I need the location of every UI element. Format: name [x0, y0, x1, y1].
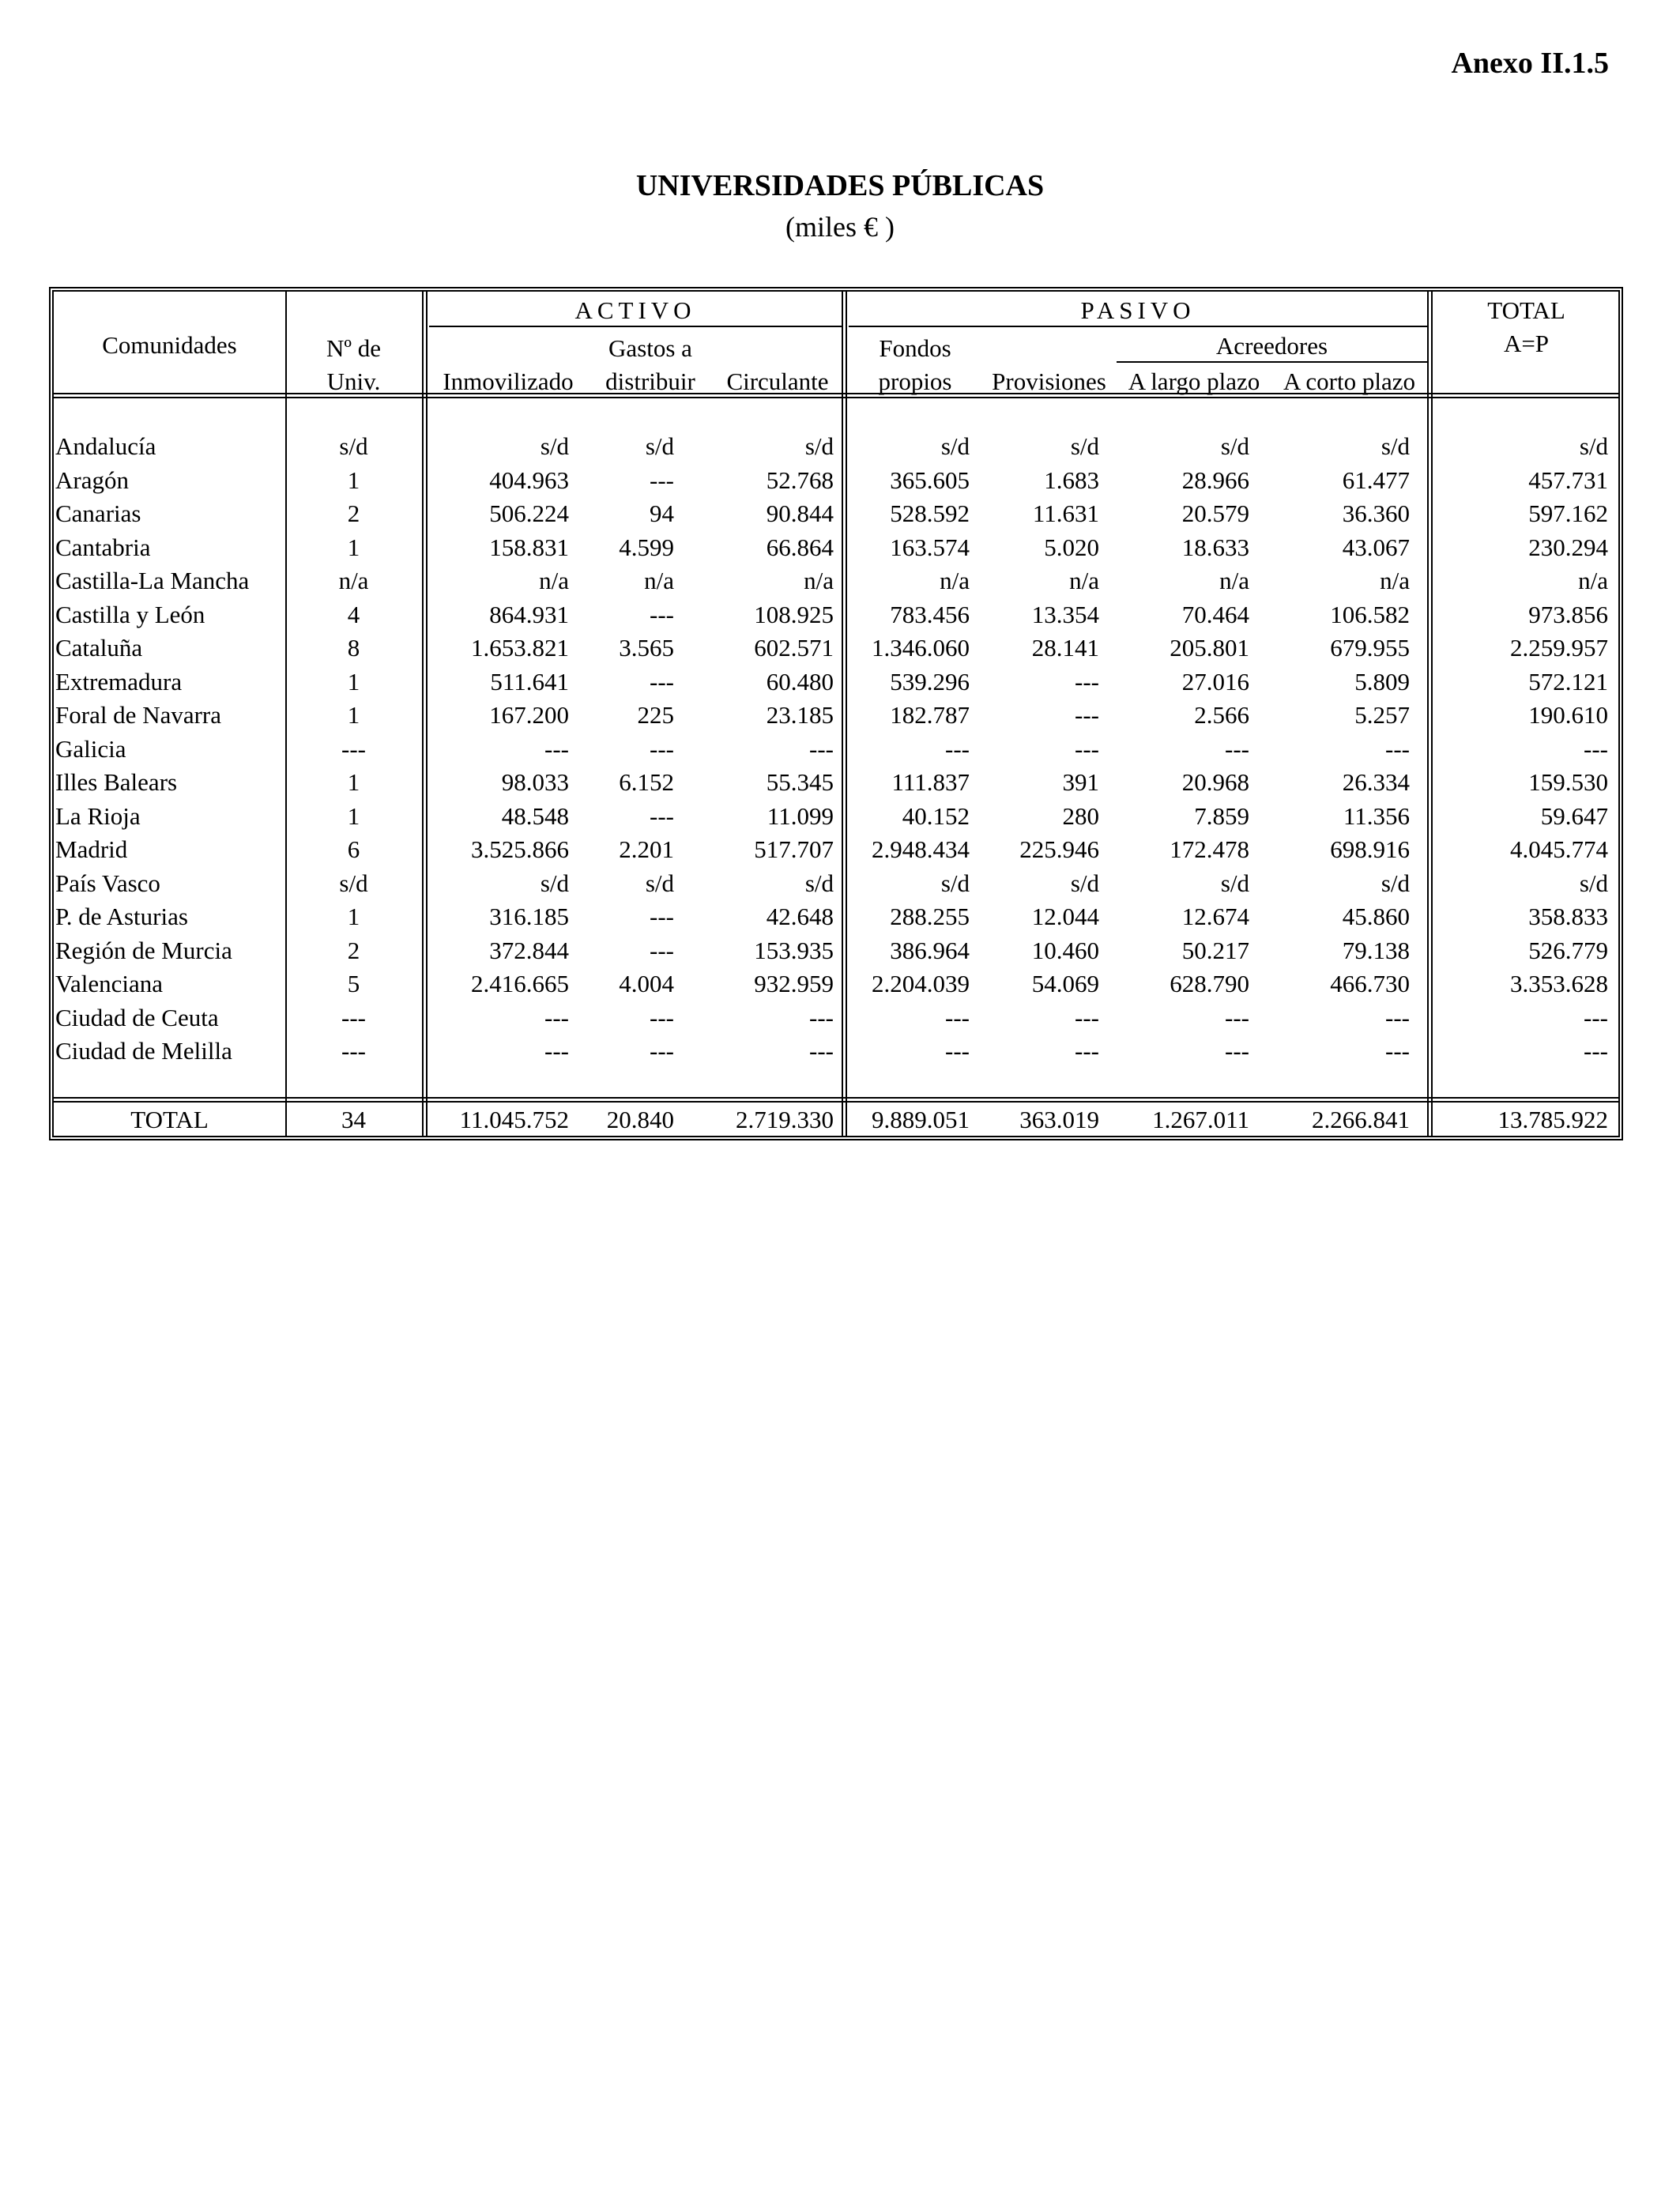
- cell-comunidad: Cantabria: [55, 533, 151, 561]
- cell-total: ---: [1584, 1037, 1608, 1065]
- cell-inmovilizado: 48.548: [501, 801, 569, 830]
- balance-table: [49, 287, 1623, 1140]
- cell-circulante: 60.480: [766, 667, 834, 696]
- cell-comunidad: Castilla-La Mancha: [55, 567, 250, 594]
- header-comunidades: Comunidades: [102, 331, 237, 359]
- cell-largo-plazo: 20.579: [1181, 499, 1249, 527]
- cell-comunidad: Valenciana: [55, 970, 163, 997]
- total-divider: [54, 1097, 1618, 1103]
- cell-total: n/a: [1578, 567, 1608, 594]
- table-row: [54, 632, 1618, 665]
- cell-comunidad: Andalucía: [55, 432, 156, 460]
- cell-corto-plazo: 61.477: [1342, 466, 1410, 494]
- cell-circulante: 108.925: [754, 600, 834, 628]
- table-row: [54, 498, 1618, 531]
- table-row: [54, 935, 1618, 968]
- cell-provisiones: 225.946: [1019, 835, 1099, 863]
- cell-gastos: ---: [650, 734, 674, 763]
- cell-n-univ: 8: [347, 634, 360, 662]
- cell-largo-plazo: n/a: [1219, 567, 1249, 594]
- cell-fondos: 40.152: [902, 801, 970, 830]
- cell-circulante: 90.844: [766, 499, 834, 527]
- cell-provisiones: ---: [1075, 701, 1099, 729]
- cell-gastos: s/d: [645, 869, 674, 897]
- cell-gastos: 4.004: [619, 970, 674, 997]
- cell-gastos: 4.599: [619, 533, 674, 561]
- cell-circulante: ---: [809, 1003, 834, 1031]
- table-row: [54, 532, 1618, 565]
- total-corto: 2.266.841: [1312, 1106, 1410, 1133]
- cell-total: 59.647: [1540, 801, 1608, 830]
- cell-corto-plazo: 106.582: [1330, 600, 1410, 628]
- cell-comunidad: Región de Murcia: [55, 936, 232, 964]
- cell-largo-plazo: 205.801: [1170, 634, 1249, 662]
- cell-fondos: s/d: [940, 869, 970, 897]
- cell-n-univ: ---: [341, 1003, 366, 1031]
- cell-inmovilizado: 158.831: [489, 533, 569, 561]
- cell-fondos: n/a: [940, 567, 970, 594]
- cell-inmovilizado: ---: [544, 1037, 569, 1065]
- cell-gastos: ---: [650, 936, 674, 964]
- cell-comunidad: País Vasco: [55, 869, 160, 897]
- cell-provisiones: 280: [1062, 801, 1099, 830]
- cell-fondos: ---: [945, 734, 970, 763]
- cell-circulante: 52.768: [766, 466, 834, 494]
- cell-total: s/d: [1579, 432, 1608, 460]
- cell-gastos: 94: [650, 499, 674, 527]
- header-fondos-1: Fondos: [879, 334, 951, 362]
- cell-provisiones: 13.354: [1031, 600, 1099, 628]
- cell-total: 572.121: [1528, 667, 1608, 696]
- cell-fondos: s/d: [940, 432, 970, 460]
- cell-largo-plazo: ---: [1225, 1037, 1249, 1065]
- table-row: [54, 868, 1618, 901]
- cell-circulante: 66.864: [766, 533, 834, 561]
- cell-corto-plazo: 698.916: [1330, 835, 1410, 863]
- cell-largo-plazo: 172.478: [1170, 835, 1249, 863]
- cell-gastos: 225: [637, 701, 674, 729]
- cell-provisiones: 5.020: [1044, 533, 1099, 561]
- cell-corto-plazo: 679.955: [1330, 634, 1410, 662]
- total-univ: 34: [341, 1106, 366, 1133]
- table-row: [54, 968, 1618, 1001]
- header-acreedores: Acreedores: [1215, 332, 1328, 360]
- cell-fondos: 528.592: [890, 499, 970, 527]
- cell-provisiones: s/d: [1070, 869, 1099, 897]
- cell-fondos: 386.964: [890, 936, 970, 964]
- cell-total: 973.856: [1528, 600, 1608, 628]
- header-fondos-2: propios: [878, 368, 952, 395]
- cell-total: 4.045.774: [1510, 835, 1608, 863]
- cell-total: 190.610: [1528, 701, 1608, 729]
- total-label: TOTAL: [130, 1106, 209, 1133]
- cell-fondos: ---: [945, 1003, 970, 1031]
- cell-inmovilizado: 511.641: [490, 667, 569, 696]
- cell-comunidad: Extremadura: [55, 667, 183, 696]
- total-provisiones: 363.019: [1019, 1106, 1099, 1133]
- cell-n-univ: 1: [347, 768, 360, 796]
- cell-provisiones: ---: [1075, 1003, 1099, 1031]
- cell-total: ---: [1584, 734, 1608, 763]
- cell-provisiones: ---: [1075, 1037, 1099, 1065]
- cell-largo-plazo: 2.566: [1194, 701, 1249, 729]
- cell-comunidad: Castilla y León: [55, 600, 205, 628]
- cell-corto-plazo: s/d: [1381, 432, 1410, 460]
- cell-circulante: n/a: [804, 567, 834, 594]
- cell-n-univ: 4: [347, 600, 360, 628]
- table-row: [54, 699, 1618, 733]
- cell-gastos: ---: [650, 667, 674, 696]
- cell-provisiones: s/d: [1070, 432, 1099, 460]
- cell-comunidad: Cataluña: [55, 634, 143, 662]
- cell-corto-plazo: 26.334: [1342, 768, 1410, 796]
- cell-largo-plazo: 28.966: [1181, 466, 1249, 494]
- cell-n-univ: 2: [347, 499, 360, 527]
- cell-largo-plazo: s/d: [1220, 869, 1249, 897]
- cell-fondos: 288.255: [890, 903, 970, 930]
- cell-total: s/d: [1579, 869, 1608, 897]
- header-inmovilizado: Inmovilizado: [443, 368, 574, 395]
- cell-inmovilizado: 2.416.665: [471, 970, 569, 997]
- cell-corto-plazo: 79.138: [1342, 936, 1410, 964]
- table-row: [54, 599, 1618, 632]
- header-n-univ-2: Univ.: [326, 368, 381, 395]
- cell-n-univ: 6: [347, 835, 360, 863]
- cell-gastos: 2.201: [619, 835, 674, 863]
- cell-inmovilizado: 167.200: [489, 701, 569, 729]
- cell-comunidad: Madrid: [55, 835, 128, 863]
- table-row: [54, 666, 1618, 699]
- cell-comunidad: Galicia: [55, 734, 126, 763]
- cell-circulante: 42.648: [766, 903, 834, 930]
- cell-inmovilizado: 1.653.821: [471, 634, 569, 662]
- cell-circulante: 932.959: [754, 970, 834, 997]
- cell-fondos: 111.837: [891, 768, 970, 796]
- total-row: [54, 1104, 1618, 1137]
- cell-largo-plazo: 27.016: [1181, 667, 1249, 696]
- cell-inmovilizado: 506.224: [489, 499, 569, 527]
- cell-n-univ: 1: [347, 667, 360, 696]
- header-n-univ-1: Nº de: [326, 334, 381, 362]
- header-gastos-2: distribuir: [605, 368, 695, 395]
- cell-largo-plazo: 12.674: [1181, 903, 1249, 930]
- cell-total: 159.530: [1528, 768, 1608, 796]
- cell-inmovilizado: 3.525.866: [471, 835, 569, 863]
- cell-circulante: ---: [809, 734, 834, 763]
- cell-largo-plazo: ---: [1225, 1003, 1249, 1031]
- cell-n-univ: s/d: [339, 432, 368, 460]
- cell-corto-plazo: 5.257: [1354, 701, 1410, 729]
- cell-inmovilizado: n/a: [539, 567, 569, 594]
- header-total-2: A=P: [1503, 330, 1550, 357]
- cell-comunidad: Illes Balears: [55, 768, 178, 796]
- cell-n-univ: 2: [347, 936, 360, 964]
- cell-fondos: 2.204.039: [872, 970, 970, 997]
- cell-largo-plazo: 628.790: [1170, 970, 1249, 997]
- cell-circulante: 55.345: [766, 768, 834, 796]
- cell-provisiones: 11.631: [1032, 499, 1099, 527]
- cell-corto-plazo: s/d: [1381, 869, 1410, 897]
- cell-comunidad: P. de Asturias: [55, 903, 188, 930]
- header-corto-plazo: A corto plazo: [1283, 368, 1415, 395]
- cell-n-univ: 1: [347, 701, 360, 729]
- cell-n-univ: 1: [347, 903, 360, 930]
- cell-inmovilizado: 98.033: [501, 768, 569, 796]
- cell-comunidad: Ciudad de Ceuta: [55, 1003, 219, 1031]
- cell-gastos: ---: [650, 466, 674, 494]
- cell-circulante: 602.571: [754, 634, 834, 662]
- cell-corto-plazo: 11.356: [1343, 801, 1410, 830]
- cell-gastos: ---: [650, 903, 674, 930]
- total-fondos: 9.889.051: [872, 1106, 970, 1133]
- table-row: [54, 565, 1618, 598]
- header-pasivo: PASIVO: [1080, 296, 1196, 324]
- cell-provisiones: ---: [1075, 667, 1099, 696]
- cell-fondos: 163.574: [890, 533, 970, 561]
- cell-n-univ: ---: [341, 1037, 366, 1065]
- cell-fondos: ---: [945, 1037, 970, 1065]
- header-provisiones: Provisiones: [992, 368, 1106, 395]
- cell-provisiones: n/a: [1069, 567, 1099, 594]
- cell-provisiones: 54.069: [1031, 970, 1099, 997]
- cell-n-univ: s/d: [339, 869, 368, 897]
- cell-gastos: n/a: [644, 567, 674, 594]
- cell-total: ---: [1584, 1003, 1608, 1031]
- total-inmovilizado: 11.045.752: [459, 1106, 569, 1133]
- cell-fondos: 783.456: [890, 600, 970, 628]
- cell-n-univ: 1: [347, 533, 360, 561]
- cell-provisiones: 10.460: [1031, 936, 1099, 964]
- table-row: [54, 733, 1618, 767]
- cell-corto-plazo: n/a: [1380, 567, 1410, 594]
- total-largo: 1.267.011: [1152, 1106, 1249, 1133]
- cell-corto-plazo: 43.067: [1342, 533, 1410, 561]
- cell-largo-plazo: s/d: [1220, 432, 1249, 460]
- annex-label: Anexo II.1.5: [1451, 47, 1609, 80]
- cell-gastos: ---: [650, 1003, 674, 1031]
- cell-total: 526.779: [1528, 936, 1608, 964]
- cell-corto-plazo: ---: [1385, 1037, 1410, 1065]
- cell-circulante: s/d: [804, 869, 834, 897]
- cell-corto-plazo: 45.860: [1342, 903, 1410, 930]
- header-activo: ACTIVO: [574, 296, 696, 324]
- cell-circulante: ---: [809, 1037, 834, 1065]
- cell-corto-plazo: ---: [1385, 1003, 1410, 1031]
- header-largo-plazo: A largo plazo: [1128, 368, 1260, 395]
- cell-largo-plazo: 70.464: [1181, 600, 1249, 628]
- header-gastos-1: Gastos a: [608, 334, 692, 362]
- header-circulante: Circulante: [726, 368, 829, 395]
- cell-n-univ: ---: [341, 734, 366, 763]
- cell-inmovilizado: 404.963: [489, 466, 569, 494]
- cell-inmovilizado: ---: [544, 734, 569, 763]
- cell-circulante: 11.099: [767, 801, 834, 830]
- table-row: [54, 431, 1618, 464]
- cell-circulante: 153.935: [754, 936, 834, 964]
- cell-largo-plazo: 20.968: [1181, 768, 1249, 796]
- table-row: [54, 1035, 1618, 1069]
- cell-gastos: ---: [650, 600, 674, 628]
- cell-n-univ: 1: [347, 466, 360, 494]
- cell-provisiones: 391: [1062, 768, 1099, 796]
- total-circulante: 2.719.330: [736, 1106, 834, 1133]
- cell-fondos: 182.787: [890, 701, 970, 729]
- table-row: [54, 901, 1618, 934]
- cell-comunidad: La Rioja: [55, 801, 141, 830]
- table-row: [54, 767, 1618, 800]
- cell-corto-plazo: 5.809: [1354, 667, 1410, 696]
- cell-fondos: 365.605: [890, 466, 970, 494]
- cell-total: 597.162: [1528, 499, 1608, 527]
- cell-comunidad: Canarias: [55, 499, 141, 527]
- cell-provisiones: 28.141: [1031, 634, 1099, 662]
- cell-fondos: 539.296: [890, 667, 970, 696]
- cell-inmovilizado: ---: [544, 1003, 569, 1031]
- table-row: [54, 1002, 1618, 1035]
- cell-total: 457.731: [1528, 466, 1608, 494]
- cell-circulante: s/d: [804, 432, 834, 460]
- cell-total: 358.833: [1528, 903, 1608, 930]
- cell-fondos: 2.948.434: [872, 835, 970, 863]
- cell-largo-plazo: 18.633: [1181, 533, 1249, 561]
- cell-total: 2.259.957: [1510, 634, 1608, 662]
- table-row: [54, 801, 1618, 834]
- cell-corto-plazo: 466.730: [1330, 970, 1410, 997]
- cell-corto-plazo: ---: [1385, 734, 1410, 763]
- cell-total: 230.294: [1528, 533, 1608, 561]
- header-total-1: TOTAL: [1487, 296, 1565, 324]
- cell-gastos: 3.565: [619, 634, 674, 662]
- cell-comunidad: Foral de Navarra: [55, 701, 222, 729]
- cell-corto-plazo: 36.360: [1342, 499, 1410, 527]
- cell-gastos: s/d: [645, 432, 674, 460]
- cell-provisiones: ---: [1075, 734, 1099, 763]
- cell-comunidad: Aragón: [55, 466, 129, 494]
- cell-inmovilizado: s/d: [540, 869, 569, 897]
- table-row: [54, 834, 1618, 867]
- cell-inmovilizado: 864.931: [489, 600, 569, 628]
- cell-n-univ: n/a: [338, 567, 369, 594]
- cell-largo-plazo: ---: [1225, 734, 1249, 763]
- page-subtitle: (miles € ): [785, 211, 895, 243]
- cell-gastos: 6.152: [619, 768, 674, 796]
- total-total: 13.785.922: [1497, 1106, 1608, 1133]
- cell-inmovilizado: 316.185: [489, 903, 569, 930]
- cell-largo-plazo: 7.859: [1194, 801, 1249, 830]
- total-gastos: 20.840: [606, 1106, 674, 1133]
- table-row: [54, 465, 1618, 498]
- cell-comunidad: Ciudad de Melilla: [55, 1037, 232, 1065]
- cell-inmovilizado: s/d: [540, 432, 569, 460]
- cell-gastos: ---: [650, 1037, 674, 1065]
- cell-total: 3.353.628: [1510, 970, 1608, 997]
- page-title: UNIVERSIDADES PÚBLICAS: [635, 169, 1045, 202]
- cell-circulante: 517.707: [754, 835, 834, 863]
- cell-provisiones: 1.683: [1044, 466, 1099, 494]
- cell-largo-plazo: 50.217: [1181, 936, 1249, 964]
- cell-n-univ: 1: [347, 801, 360, 830]
- cell-inmovilizado: 372.844: [489, 936, 569, 964]
- cell-gastos: ---: [650, 801, 674, 830]
- cell-n-univ: 5: [347, 970, 360, 997]
- cell-fondos: 1.346.060: [872, 634, 970, 662]
- cell-circulante: 23.185: [766, 701, 834, 729]
- cell-provisiones: 12.044: [1031, 903, 1099, 930]
